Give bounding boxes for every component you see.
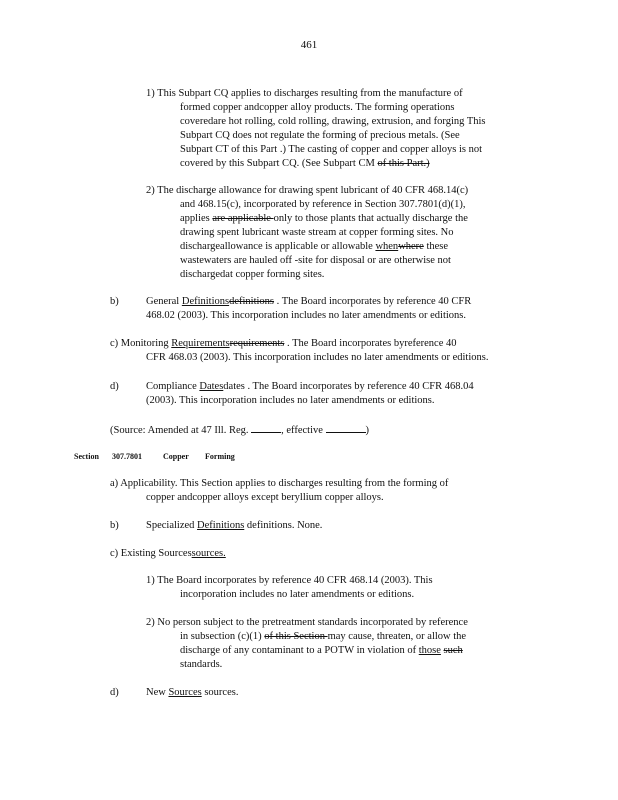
cq-item-1-line: Subpart CT of this Part .) The casting of copper and copper alloys is not <box>180 144 483 155</box>
section-title-word: Forming <box>205 452 235 461</box>
section-b-specialized-definitions <box>110 519 322 533</box>
section-a-line: a) Applicability. This Section applies to discharges resulting from the forming of <box>110 478 449 489</box>
text-segment: , effective <box>281 425 326 436</box>
text-segment: covered by this Subpart CQ. (See Subpart CM <box>180 158 378 169</box>
section-d-new-sources <box>110 686 238 700</box>
cq-item-2-line <box>146 212 468 226</box>
cq-item-1 <box>146 87 486 171</box>
inserted-text: sources. <box>191 548 226 559</box>
text-segment: (Source: Amended at 47 Ill. Reg. <box>110 425 252 436</box>
text-segment: these <box>423 241 449 252</box>
subsection-d-compliance-dates <box>110 380 474 408</box>
subsection-label: b) <box>110 296 119 307</box>
cq-item-1-line: 1) This Subpart CQ applies to discharges resulting from the manufacture of <box>146 88 463 99</box>
cq-item-2-line: dischargedat copper forming sites. <box>180 269 325 280</box>
text-segment: Compliance <box>146 381 200 392</box>
subsection-d-line: (2003). This incorporation includes no later amendments or editions. <box>146 395 435 406</box>
text-segment: in subsection (c)(1) <box>180 631 265 642</box>
inserted-text: Definitions <box>181 296 230 307</box>
source-note <box>110 422 369 438</box>
deleted-text: of this Part.) <box>377 158 430 169</box>
blank-line <box>251 422 281 433</box>
section-a-line: copper andcopper alloys except beryllium copper alloys. <box>146 492 384 503</box>
subsection-label: b) <box>110 520 119 531</box>
text-segment: discharge of any contaminant to a POTW in violation of <box>180 645 419 656</box>
cq-item-2-line <box>146 240 468 254</box>
section-c-item-1-line: incorporation includes no later amendments or editions. <box>180 589 415 600</box>
inserted-text: Dates <box>199 381 224 392</box>
section-c-item-2 <box>146 616 468 672</box>
text-segment: Specialized <box>146 520 198 531</box>
cq-item-2-line: wastewaters are hauled off -site for disposal or are otherwise not <box>180 255 451 266</box>
cq-item-1-line: formed copper andcopper alloy products. The forming operations <box>180 102 455 113</box>
text-segment: applies <box>180 213 213 224</box>
subsection-d-line <box>110 380 474 394</box>
inserted-text: Sources <box>168 687 202 698</box>
text-segment: . The Board incorporates byreference 40 <box>284 338 457 349</box>
deleted-text: where <box>398 241 424 252</box>
subsection-label: d) <box>110 381 119 392</box>
deleted-text: of this Section <box>264 631 328 642</box>
section-c-item-2-line: 2) No person subject to the pretreatment standards incorporated by reference <box>146 617 468 628</box>
cq-item-2 <box>146 184 468 282</box>
cq-item-1-line <box>146 157 486 171</box>
text-segment: dates . The Board incorporates by reference 40 CFR 468.04 <box>223 381 474 392</box>
text-segment: New <box>146 687 169 698</box>
inserted-text: when <box>375 241 399 252</box>
inserted-text: Requirements <box>171 338 230 349</box>
source-note-line <box>110 422 369 438</box>
deleted-text: such <box>443 645 463 656</box>
text-segment: dischargeallowance is applicable or allowable <box>180 241 376 252</box>
inserted-text: Definitions <box>197 520 245 531</box>
text-segment: definitions. None. <box>244 520 323 531</box>
subsection-b-general-definitions <box>110 295 471 323</box>
cq-item-2-line: and 468.15(c), incorporated by reference in Section 307.7801(d)(1), <box>180 199 466 210</box>
section-c-item-2-line <box>146 644 468 658</box>
section-title-word: Copper <box>163 452 189 461</box>
subsection-c-monitoring-requirements <box>110 337 488 365</box>
subsection-b-line: 468.02 (2003). This incorporation includes no later amendments or editions. <box>146 310 466 321</box>
subsection-c-line: CFR 468.03 (2003). This incorporation includes no later amendments or editions. <box>146 352 489 363</box>
deleted-text: are applicable <box>212 213 274 224</box>
text-segment: General <box>146 296 182 307</box>
section-c-line <box>110 547 226 561</box>
section-c-item-1 <box>146 574 433 602</box>
section-d-line <box>110 686 238 700</box>
page-number: 461 <box>300 39 318 51</box>
subsection-b-line <box>110 295 471 309</box>
text-segment: may cause, threaten, or allow the <box>327 631 467 642</box>
text-segment: c) Existing Sources <box>110 548 192 559</box>
section-number: 307.7801 <box>112 452 142 461</box>
section-b-line <box>110 519 322 533</box>
cq-item-1-line: Subpart CQ does not regulate the forming of precious metals. (See <box>180 130 460 141</box>
text-segment: sources. <box>201 687 239 698</box>
inserted-text: those <box>418 645 441 656</box>
cq-item-2-line: 2) The discharge allowance for drawing spent lubricant of 40 CFR 468.14(c) <box>146 185 469 196</box>
section-c-item-2-line <box>146 630 468 644</box>
section-c-item-1-line: 1) The Board incorporates by reference 40 CFR 468.14 (2003). This <box>146 575 433 586</box>
deleted-text: requirements <box>229 338 285 349</box>
section-c-item-2-line: standards. <box>180 659 223 670</box>
subsection-c-line <box>110 337 488 351</box>
text-segment: ) <box>365 425 370 436</box>
blank-line <box>326 422 366 433</box>
section-label: Section <box>74 452 99 461</box>
cq-item-2-line: drawing spent lubricant waste stream at copper forming sites. No <box>180 227 454 238</box>
text-segment: only to those plants that actually discharge the <box>273 213 468 224</box>
deleted-text: definitions <box>229 296 275 307</box>
text-segment: . The Board incorporates by reference 40 CFR <box>274 296 472 307</box>
cq-item-1-line: coveredare hot rolling, cold rolling, drawing, extrusion, and forging This <box>180 116 486 127</box>
subsection-label: d) <box>110 687 119 698</box>
text-segment: c) Monitoring <box>110 338 172 349</box>
section-a-applicability <box>110 477 448 505</box>
section-c-existing-sources <box>110 547 226 561</box>
